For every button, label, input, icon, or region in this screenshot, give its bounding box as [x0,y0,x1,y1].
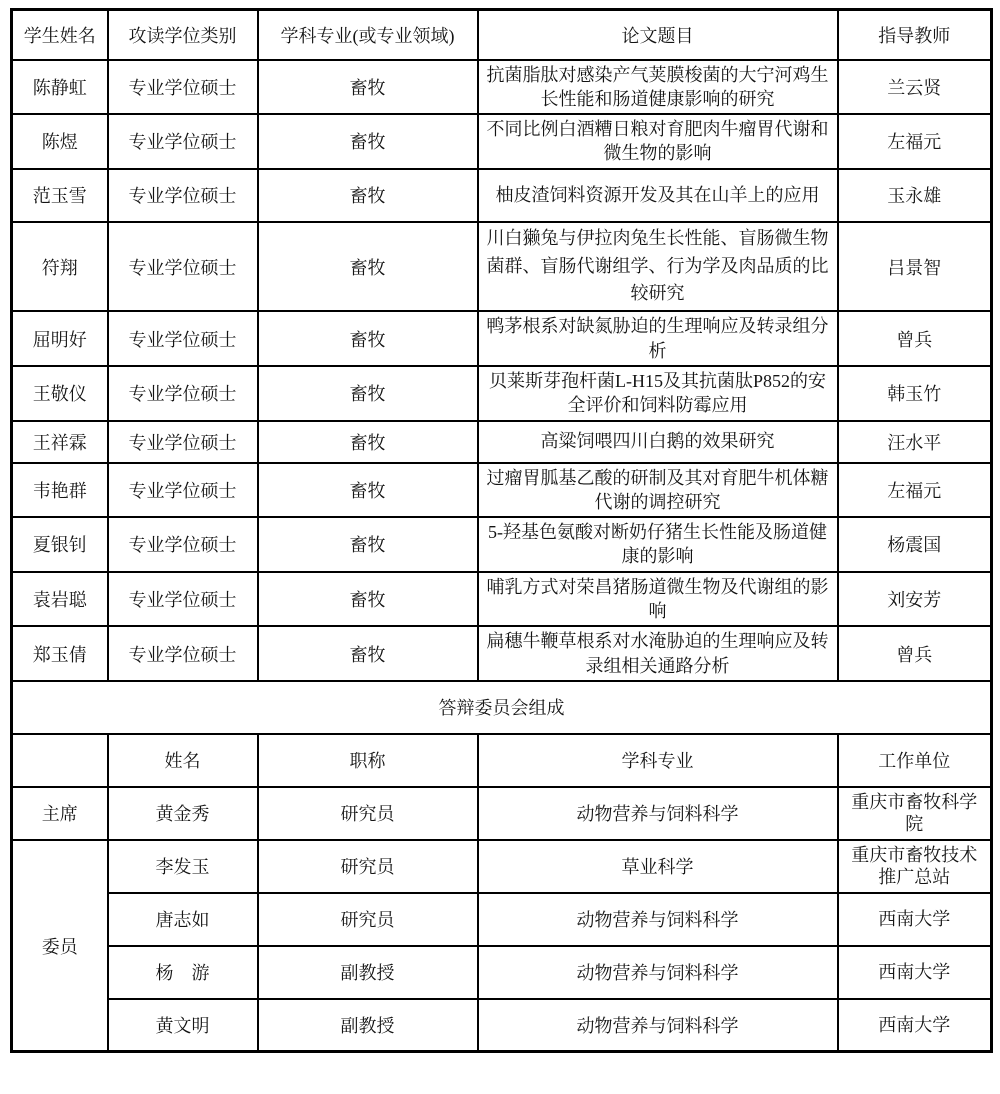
committee-major-cell: 动物营养与饲料科学 [478,787,838,840]
committee-name-cell: 唐志如 [108,893,258,946]
thesis-title-cell: 川白獭兔与伊拉肉兔生长性能、盲肠微生物菌群、盲肠代谢组学、行为学及肉品质的比较研究 [478,222,838,312]
student-row [12,311,992,366]
student-row [12,169,992,222]
thesis-title-cell: 高粱饲喂四川白鹅的效果研究 [478,421,838,463]
committee-name-cell: 李发玉 [108,840,258,893]
major-cell: 畜牧 [258,626,478,681]
committee-title-cell: 研究员 [258,893,478,946]
defense-info-table [10,8,993,1053]
advisor-cell: 曾兵 [838,311,992,366]
advisor-cell: 曾兵 [838,626,992,681]
committee-section-title: 答辩委员会组成 [12,681,992,734]
degree-cell: 专业学位硕士 [108,626,258,681]
committee-name-cell: 黄金秀 [108,787,258,840]
degree-cell: 专业学位硕士 [108,366,258,421]
student-row [12,222,992,312]
committee-major-cell: 草业科学 [478,840,838,893]
major-cell: 畜牧 [258,366,478,421]
student-name-cell: 陈煜 [12,114,108,169]
student-name-cell: 王祥霖 [12,421,108,463]
student-row [12,626,992,681]
degree-cell: 专业学位硕士 [108,572,258,627]
advisor-cell: 韩玉竹 [838,366,992,421]
committee-major-cell: 动物营养与饲料科学 [478,946,838,999]
committee-header-row [12,734,992,787]
thesis-title-cell: 过瘤胃胍基乙酸的研制及其对育肥牛机体糖代谢的调控研究 [478,463,838,518]
major-cell: 畜牧 [258,311,478,366]
major-cell: 畜牧 [258,421,478,463]
committee-col-header-name: 姓名 [108,734,258,787]
advisor-cell: 刘安芳 [838,572,992,627]
committee-col-header-major: 学科专业 [478,734,838,787]
committee-section-title-row [12,681,992,734]
advisor-cell: 杨震国 [838,517,992,572]
committee-col-header-title: 职称 [258,734,478,787]
thesis-title-cell: 抗菌脂肽对感染产气荚膜梭菌的大宁河鸡生长性能和肠道健康影响的研究 [478,60,838,115]
major-cell: 畜牧 [258,463,478,518]
student-row [12,421,992,463]
degree-cell: 专业学位硕士 [108,114,258,169]
degree-cell: 专业学位硕士 [108,169,258,222]
advisor-cell: 左福元 [838,463,992,518]
student-name-cell: 郑玉倩 [12,626,108,681]
committee-member-row [12,999,992,1052]
advisor-cell: 兰云贤 [838,60,992,115]
col-header-thesis-title: 论文题目 [478,10,838,60]
student-name-cell: 夏银钊 [12,517,108,572]
thesis-title-cell: 哺乳方式对荣昌猪肠道微生物及代谢组的影响 [478,572,838,627]
committee-col-header-role [12,734,108,787]
major-cell: 畜牧 [258,60,478,115]
degree-cell: 专业学位硕士 [108,421,258,463]
degree-cell: 专业学位硕士 [108,60,258,115]
committee-member-row [12,840,992,893]
advisor-cell: 玉永雄 [838,169,992,222]
chair-label-cell: 主席 [12,787,108,840]
degree-cell: 专业学位硕士 [108,463,258,518]
col-header-major: 学科专业(或专业领域) [258,10,478,60]
thesis-title-cell: 鸭茅根系对缺氮胁迫的生理响应及转录组分析 [478,311,838,366]
thesis-title-cell: 柚皮渣饲料资源开发及其在山羊上的应用 [478,169,838,222]
committee-unit-cell: 西南大学 [838,946,992,999]
student-name-cell: 符翔 [12,222,108,312]
major-cell: 畜牧 [258,169,478,222]
student-name-cell: 袁岩聪 [12,572,108,627]
thesis-title-cell: 贝莱斯芽孢杆菌L-H15及其抗菌肽P852的安全评价和饲料防霉应用 [478,366,838,421]
student-name-cell: 陈静虹 [12,60,108,115]
col-header-advisor: 指导教师 [838,10,992,60]
student-name-cell: 韦艳群 [12,463,108,518]
committee-unit-cell: 重庆市畜牧技术推广总站 [838,840,992,893]
committee-major-cell: 动物营养与饲料科学 [478,999,838,1052]
committee-member-row [12,946,992,999]
major-cell: 畜牧 [258,572,478,627]
committee-unit-cell: 重庆市畜牧科学院 [838,787,992,840]
header-row [12,10,992,60]
thesis-title-cell: 扁穗牛鞭草根系对水淹胁迫的生理响应及转录组相关通路分析 [478,626,838,681]
col-header-student-name: 学生姓名 [12,10,108,60]
student-name-cell: 王敬仪 [12,366,108,421]
col-header-degree-type: 攻读学位类别 [108,10,258,60]
student-row [12,463,992,518]
committee-name-cell: 杨 游 [108,946,258,999]
committee-major-cell: 动物营养与饲料科学 [478,893,838,946]
student-name-cell: 屈明好 [12,311,108,366]
committee-title-cell: 副教授 [258,999,478,1052]
committee-member-row [12,893,992,946]
degree-cell: 专业学位硕士 [108,222,258,312]
advisor-cell: 吕景智 [838,222,992,312]
committee-unit-cell: 西南大学 [838,893,992,946]
major-cell: 畜牧 [258,114,478,169]
degree-cell: 专业学位硕士 [108,517,258,572]
major-cell: 畜牧 [258,517,478,572]
student-name-cell: 范玉雪 [12,169,108,222]
student-row [12,366,992,421]
committee-unit-cell: 西南大学 [838,999,992,1052]
committee-title-cell: 副教授 [258,946,478,999]
student-row [12,114,992,169]
advisor-cell: 左福元 [838,114,992,169]
advisor-cell: 汪水平 [838,421,992,463]
student-row [12,517,992,572]
student-row [12,572,992,627]
committee-chair-row [12,787,992,840]
thesis-title-cell: 不同比例白酒糟日粮对育肥肉牛瘤胃代谢和微生物的影响 [478,114,838,169]
major-cell: 畜牧 [258,222,478,312]
committee-title-cell: 研究员 [258,840,478,893]
committee-title-cell: 研究员 [258,787,478,840]
committee-col-header-unit: 工作单位 [838,734,992,787]
degree-cell: 专业学位硕士 [108,311,258,366]
committee-name-cell: 黄文明 [108,999,258,1052]
thesis-title-cell: 5-羟基色氨酸对断奶仔猪生长性能及肠道健康的影响 [478,517,838,572]
student-row [12,60,992,115]
member-label-cell: 委员 [12,840,108,1052]
